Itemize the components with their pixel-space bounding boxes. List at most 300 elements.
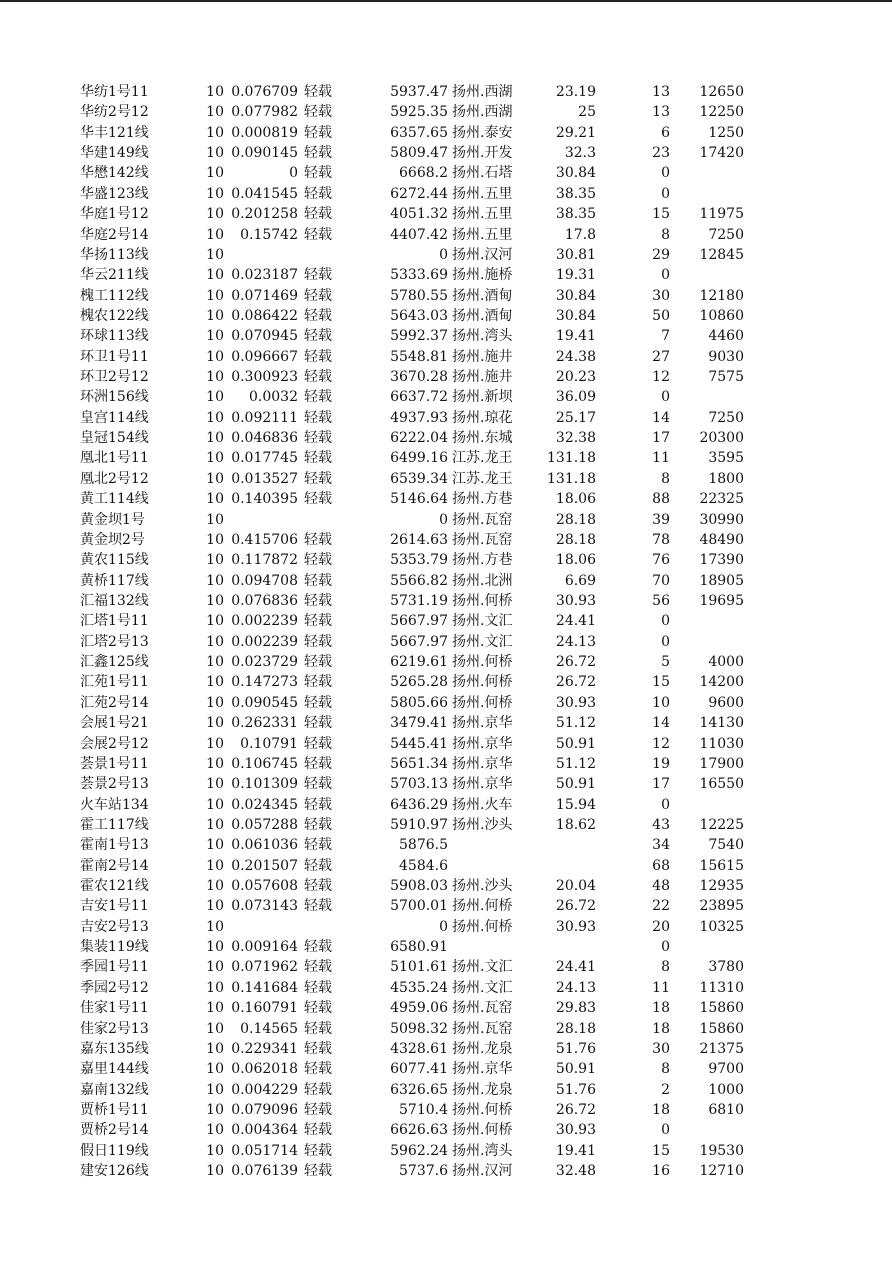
transformer-capacity-cell: 18905 bbox=[699, 572, 744, 589]
count-cell: 13 bbox=[652, 104, 670, 121]
feeder-name-cell: 会展1号21 bbox=[80, 715, 149, 732]
load-status-cell: 轻载 bbox=[304, 633, 332, 650]
capacity-cell: 5805.66 bbox=[390, 694, 448, 711]
location-cell: 扬州.酒甸 bbox=[452, 287, 513, 304]
table-row bbox=[0, 693, 892, 713]
location-cell: 扬州.何桥 bbox=[452, 694, 513, 711]
feeder-name-cell: 荟景2号13 bbox=[80, 776, 149, 793]
load-status-cell: 轻载 bbox=[304, 878, 332, 895]
load-rate-cell: 0.002239 bbox=[231, 613, 298, 630]
location-cell: 扬州.何桥 bbox=[452, 592, 513, 609]
length-cell: 20.23 bbox=[555, 369, 596, 386]
capacity-cell: 3670.28 bbox=[390, 369, 448, 386]
location-cell: 扬州.文汇 bbox=[452, 633, 513, 650]
voltage-cell: 10 bbox=[206, 633, 224, 650]
feeder-name-cell: 华建149线 bbox=[80, 145, 149, 162]
table-row bbox=[0, 347, 892, 367]
load-rate-cell: 0.046836 bbox=[231, 430, 298, 447]
table-row bbox=[0, 835, 892, 855]
length-cell: 50.91 bbox=[555, 776, 596, 793]
transformer-capacity-cell: 7250 bbox=[708, 409, 744, 426]
location-cell: 扬州.方巷 bbox=[452, 491, 513, 508]
voltage-cell: 10 bbox=[206, 267, 224, 284]
capacity-cell: 3479.41 bbox=[390, 715, 448, 732]
load-status-cell: 轻载 bbox=[304, 796, 332, 813]
count-cell: 11 bbox=[652, 979, 670, 996]
feeder-name-cell: 槐农122线 bbox=[80, 307, 149, 324]
length-cell: 24.13 bbox=[555, 633, 596, 650]
transformer-capacity-cell: 21375 bbox=[699, 1040, 744, 1057]
length-cell: 50.91 bbox=[555, 1061, 596, 1078]
table-row bbox=[0, 1019, 892, 1039]
load-rate-cell: 0.090145 bbox=[231, 145, 298, 162]
length-cell: 30.93 bbox=[555, 1122, 596, 1139]
capacity-cell: 6222.04 bbox=[390, 430, 448, 447]
load-rate-cell: 0.000819 bbox=[231, 124, 298, 141]
count-cell: 15 bbox=[652, 674, 670, 691]
count-cell: 8 bbox=[661, 470, 670, 487]
location-cell: 扬州.沙头 bbox=[452, 878, 513, 895]
count-cell: 48 bbox=[652, 878, 670, 895]
voltage-cell: 10 bbox=[206, 369, 224, 386]
count-cell: 0 bbox=[661, 1122, 670, 1139]
capacity-cell: 5566.82 bbox=[390, 572, 448, 589]
length-cell: 51.76 bbox=[555, 1081, 596, 1098]
table-row bbox=[0, 713, 892, 733]
table-row bbox=[0, 143, 892, 163]
transformer-capacity-cell: 4460 bbox=[708, 328, 744, 345]
load-status-cell: 轻载 bbox=[304, 755, 332, 772]
feeder-name-cell: 建安126线 bbox=[80, 1163, 149, 1180]
voltage-cell: 10 bbox=[206, 918, 224, 935]
transformer-capacity-cell: 3780 bbox=[708, 959, 744, 976]
table-row bbox=[0, 510, 892, 530]
location-cell: 扬州.京华 bbox=[452, 715, 513, 732]
load-status-cell: 轻载 bbox=[304, 694, 332, 711]
length-cell: 20.04 bbox=[555, 878, 596, 895]
transformer-capacity-cell: 1000 bbox=[708, 1081, 744, 1098]
location-cell: 扬州.五里 bbox=[452, 185, 513, 202]
table-row bbox=[0, 306, 892, 326]
table-row bbox=[0, 591, 892, 611]
capacity-cell: 2614.63 bbox=[390, 531, 448, 548]
count-cell: 30 bbox=[652, 1040, 670, 1057]
count-cell: 30 bbox=[652, 287, 670, 304]
capacity-cell: 4535.24 bbox=[390, 979, 448, 996]
transformer-capacity-cell: 7250 bbox=[708, 226, 744, 243]
length-cell: 26.72 bbox=[555, 1101, 596, 1118]
count-cell: 23 bbox=[652, 145, 670, 162]
load-status-cell: 轻载 bbox=[304, 1040, 332, 1057]
voltage-cell: 10 bbox=[206, 735, 224, 752]
count-cell: 20 bbox=[652, 918, 670, 935]
length-cell: 19.41 bbox=[555, 1142, 596, 1159]
capacity-cell: 6539.34 bbox=[390, 470, 448, 487]
voltage-cell: 10 bbox=[206, 837, 224, 854]
location-cell: 江苏.龙王 bbox=[452, 450, 513, 467]
load-rate-cell: 0.057288 bbox=[231, 816, 298, 833]
capacity-cell: 6272.44 bbox=[390, 185, 448, 202]
capacity-cell: 4051.32 bbox=[390, 206, 448, 223]
capacity-cell: 6219.61 bbox=[390, 654, 448, 671]
location-cell: 扬州.文汇 bbox=[452, 613, 513, 630]
voltage-cell: 10 bbox=[206, 1000, 224, 1017]
feeder-name-cell: 假日119线 bbox=[80, 1142, 149, 1159]
count-cell: 12 bbox=[652, 369, 670, 386]
table-row bbox=[0, 896, 892, 916]
capacity-cell: 6436.29 bbox=[390, 796, 448, 813]
length-cell: 28.18 bbox=[555, 531, 596, 548]
load-rate-cell: 0.096667 bbox=[231, 348, 298, 365]
load-status-cell: 轻载 bbox=[304, 1000, 332, 1017]
transformer-capacity-cell: 17420 bbox=[699, 145, 744, 162]
location-cell: 扬州.文汇 bbox=[452, 959, 513, 976]
load-status-cell: 轻载 bbox=[304, 776, 332, 793]
table-row bbox=[0, 1141, 892, 1161]
load-rate-cell: 0.013527 bbox=[231, 470, 298, 487]
load-rate-cell: 0.300923 bbox=[231, 369, 298, 386]
load-status-cell: 轻载 bbox=[304, 1142, 332, 1159]
capacity-cell: 5962.24 bbox=[390, 1142, 448, 1159]
count-cell: 7 bbox=[661, 328, 670, 345]
length-cell: 30.93 bbox=[555, 694, 596, 711]
table-row bbox=[0, 225, 892, 245]
location-cell: 扬州.何桥 bbox=[452, 1101, 513, 1118]
table-row bbox=[0, 204, 892, 224]
capacity-cell: 5700.01 bbox=[390, 898, 448, 915]
location-cell: 扬州.何桥 bbox=[452, 674, 513, 691]
count-cell: 6 bbox=[661, 124, 670, 141]
count-cell: 0 bbox=[661, 389, 670, 406]
load-rate-cell: 0.201258 bbox=[231, 206, 298, 223]
table-row bbox=[0, 978, 892, 998]
feeder-name-cell: 华懋142线 bbox=[80, 165, 149, 182]
length-cell: 51.76 bbox=[555, 1040, 596, 1057]
capacity-cell: 5925.35 bbox=[390, 104, 448, 121]
count-cell: 0 bbox=[661, 939, 670, 956]
load-rate-cell: 0.079096 bbox=[231, 1101, 298, 1118]
transformer-capacity-cell: 9700 bbox=[708, 1061, 744, 1078]
count-cell: 68 bbox=[652, 857, 670, 874]
voltage-cell: 10 bbox=[206, 755, 224, 772]
feeder-name-cell: 华庭2号14 bbox=[80, 226, 149, 243]
feeder-name-cell: 环卫2号12 bbox=[80, 369, 149, 386]
transformer-capacity-cell: 48490 bbox=[699, 531, 744, 548]
load-rate-cell: 0.057608 bbox=[231, 878, 298, 895]
voltage-cell: 10 bbox=[206, 674, 224, 691]
load-rate-cell: 0.009164 bbox=[231, 939, 298, 956]
load-rate-cell: 0.004229 bbox=[231, 1081, 298, 1098]
load-status-cell: 轻载 bbox=[304, 816, 332, 833]
count-cell: 88 bbox=[652, 491, 670, 508]
transformer-capacity-cell: 9600 bbox=[708, 694, 744, 711]
count-cell: 2 bbox=[661, 1081, 670, 1098]
load-status-cell: 轻载 bbox=[304, 959, 332, 976]
count-cell: 19 bbox=[652, 755, 670, 772]
load-status-cell: 轻载 bbox=[304, 369, 332, 386]
transformer-capacity-cell: 20300 bbox=[699, 430, 744, 447]
load-rate-cell: 0.090545 bbox=[231, 694, 298, 711]
transformer-capacity-cell: 7575 bbox=[708, 369, 744, 386]
voltage-cell: 10 bbox=[206, 979, 224, 996]
transformer-capacity-cell: 22325 bbox=[699, 491, 744, 508]
location-cell: 扬州.瓦窑 bbox=[452, 511, 513, 528]
count-cell: 0 bbox=[661, 267, 670, 284]
feeder-name-cell: 华盛123线 bbox=[80, 185, 149, 202]
transformer-capacity-cell: 11030 bbox=[699, 735, 744, 752]
feeder-name-cell: 华纺2号12 bbox=[80, 104, 149, 121]
table-row bbox=[0, 876, 892, 896]
load-status-cell: 轻载 bbox=[304, 287, 332, 304]
feeder-name-cell: 汇福132线 bbox=[80, 592, 149, 609]
load-rate-cell: 0.229341 bbox=[231, 1040, 298, 1057]
table-row bbox=[0, 957, 892, 977]
load-rate-cell: 0.160791 bbox=[231, 1000, 298, 1017]
load-rate-cell: 0.002239 bbox=[231, 633, 298, 650]
length-cell: 30.93 bbox=[555, 918, 596, 935]
load-status-cell: 轻载 bbox=[304, 531, 332, 548]
feeder-name-cell: 吉安1号11 bbox=[80, 898, 149, 915]
capacity-cell: 5353.79 bbox=[390, 552, 448, 569]
feeder-name-cell: 季园1号11 bbox=[80, 959, 149, 976]
location-cell: 扬州.东城 bbox=[452, 430, 513, 447]
capacity-cell: 6326.65 bbox=[390, 1081, 448, 1098]
voltage-cell: 10 bbox=[206, 1122, 224, 1139]
location-cell: 扬州.何桥 bbox=[452, 654, 513, 671]
voltage-cell: 10 bbox=[206, 348, 224, 365]
load-status-cell: 轻载 bbox=[304, 328, 332, 345]
location-cell: 扬州.何桥 bbox=[452, 918, 513, 935]
feeder-name-cell: 黄工114线 bbox=[80, 491, 149, 508]
voltage-cell: 10 bbox=[206, 572, 224, 589]
load-rate-cell: 0.101309 bbox=[231, 776, 298, 793]
table-row bbox=[0, 795, 892, 815]
load-rate-cell: 0.041545 bbox=[231, 185, 298, 202]
count-cell: 18 bbox=[652, 1101, 670, 1118]
load-rate-cell: 0.077982 bbox=[231, 104, 298, 121]
transformer-capacity-cell: 11975 bbox=[699, 206, 744, 223]
feeder-name-cell: 凰北1号11 bbox=[80, 450, 149, 467]
capacity-cell: 0 bbox=[439, 918, 448, 935]
feeder-name-cell: 华扬113线 bbox=[80, 246, 149, 263]
load-rate-cell: 0.071962 bbox=[231, 959, 298, 976]
voltage-cell: 10 bbox=[206, 592, 224, 609]
length-cell: 17.8 bbox=[564, 226, 596, 243]
voltage-cell: 10 bbox=[206, 898, 224, 915]
load-rate-cell: 0.141684 bbox=[231, 979, 298, 996]
length-cell: 36.09 bbox=[555, 389, 596, 406]
voltage-cell: 10 bbox=[206, 206, 224, 223]
location-cell: 扬州.施井 bbox=[452, 369, 513, 386]
load-status-cell: 轻载 bbox=[304, 715, 332, 732]
voltage-cell: 10 bbox=[206, 878, 224, 895]
location-cell: 扬州.瓦窑 bbox=[452, 531, 513, 548]
length-cell: 19.31 bbox=[555, 267, 596, 284]
count-cell: 17 bbox=[652, 776, 670, 793]
voltage-cell: 10 bbox=[206, 491, 224, 508]
capacity-cell: 4959.06 bbox=[390, 1000, 448, 1017]
location-cell: 扬州.石塔 bbox=[452, 165, 513, 182]
count-cell: 0 bbox=[661, 633, 670, 650]
transformer-capacity-cell: 17900 bbox=[699, 755, 744, 772]
feeder-name-cell: 汇苑1号11 bbox=[80, 674, 149, 691]
capacity-cell: 0 bbox=[439, 511, 448, 528]
table-row bbox=[0, 1039, 892, 1059]
count-cell: 43 bbox=[652, 816, 670, 833]
capacity-cell: 6668.2 bbox=[399, 165, 448, 182]
table-row bbox=[0, 937, 892, 957]
feeder-name-cell: 霍工117线 bbox=[80, 816, 149, 833]
feeder-name-cell: 汇塔1号11 bbox=[80, 613, 149, 630]
location-cell: 扬州.泰安 bbox=[452, 124, 513, 141]
page-top-border bbox=[0, 0, 892, 2]
transformer-capacity-cell: 4000 bbox=[708, 654, 744, 671]
length-cell: 29.83 bbox=[555, 1000, 596, 1017]
load-rate-cell: 0.0032 bbox=[249, 389, 298, 406]
voltage-cell: 10 bbox=[206, 1040, 224, 1057]
count-cell: 18 bbox=[652, 1000, 670, 1017]
length-cell: 18.06 bbox=[555, 552, 596, 569]
load-status-cell: 轻载 bbox=[304, 1101, 332, 1118]
count-cell: 5 bbox=[661, 654, 670, 671]
load-status-cell: 轻载 bbox=[304, 267, 332, 284]
capacity-cell: 5937.47 bbox=[390, 84, 448, 100]
count-cell: 12 bbox=[652, 735, 670, 752]
voltage-cell: 10 bbox=[206, 654, 224, 671]
voltage-cell: 10 bbox=[206, 185, 224, 202]
load-rate-cell: 0.415706 bbox=[231, 531, 298, 548]
transformer-capacity-cell: 12180 bbox=[699, 287, 744, 304]
length-cell: 30.81 bbox=[555, 246, 596, 263]
feeder-name-cell: 嘉东135线 bbox=[80, 1040, 149, 1057]
count-cell: 39 bbox=[652, 511, 670, 528]
feeder-name-cell: 季园2号12 bbox=[80, 979, 149, 996]
voltage-cell: 10 bbox=[206, 470, 224, 487]
voltage-cell: 10 bbox=[206, 552, 224, 569]
count-cell: 16 bbox=[652, 1163, 670, 1180]
load-rate-cell: 0.10791 bbox=[240, 735, 298, 752]
length-cell: 30.84 bbox=[555, 165, 596, 182]
load-status-cell: 轻载 bbox=[304, 165, 332, 182]
capacity-cell: 4937.93 bbox=[390, 409, 448, 426]
location-cell: 扬州.西湖 bbox=[452, 84, 513, 100]
feeder-name-cell: 皇宫114线 bbox=[80, 409, 149, 426]
feeder-name-cell: 汇鑫125线 bbox=[80, 654, 149, 671]
location-cell: 扬州.汉河 bbox=[452, 246, 513, 263]
feeder-name-cell: 贾桥1号11 bbox=[80, 1101, 149, 1118]
transformer-capacity-cell: 6810 bbox=[708, 1101, 744, 1118]
feeder-name-cell: 嘉里144线 bbox=[80, 1061, 149, 1078]
length-cell: 32.38 bbox=[555, 430, 596, 447]
voltage-cell: 10 bbox=[206, 124, 224, 141]
table-row bbox=[0, 326, 892, 346]
transformer-capacity-cell: 14200 bbox=[699, 674, 744, 691]
transformer-capacity-cell: 10860 bbox=[699, 307, 744, 324]
capacity-cell: 5737.6 bbox=[399, 1163, 448, 1180]
feeder-name-cell: 汇塔2号13 bbox=[80, 633, 149, 650]
table-row bbox=[0, 102, 892, 122]
feeder-name-cell: 环洲156线 bbox=[80, 389, 149, 406]
voltage-cell: 10 bbox=[206, 145, 224, 162]
table-row bbox=[0, 571, 892, 591]
voltage-cell: 10 bbox=[206, 307, 224, 324]
location-cell: 扬州.湾头 bbox=[452, 328, 513, 345]
load-status-cell: 轻载 bbox=[304, 409, 332, 426]
table-row bbox=[0, 428, 892, 448]
table-row bbox=[0, 245, 892, 265]
length-cell: 28.18 bbox=[555, 511, 596, 528]
count-cell: 17 bbox=[652, 430, 670, 447]
capacity-cell: 6077.41 bbox=[390, 1061, 448, 1078]
transformer-capacity-cell: 19530 bbox=[699, 1142, 744, 1159]
feeder-name-cell: 环球113线 bbox=[80, 328, 149, 345]
load-status-cell: 轻载 bbox=[304, 1020, 332, 1037]
table-row bbox=[0, 163, 892, 183]
load-rate-cell: 0.076836 bbox=[231, 592, 298, 609]
location-cell: 江苏.龙王 bbox=[452, 470, 513, 487]
voltage-cell: 10 bbox=[206, 715, 224, 732]
capacity-cell: 4584.6 bbox=[399, 857, 448, 874]
length-cell: 30.84 bbox=[555, 307, 596, 324]
voltage-cell: 10 bbox=[206, 226, 224, 243]
transformer-capacity-cell: 3595 bbox=[708, 450, 744, 467]
transformer-capacity-cell: 15860 bbox=[699, 1020, 744, 1037]
location-cell: 扬州.新坝 bbox=[452, 389, 513, 406]
voltage-cell: 10 bbox=[206, 165, 224, 182]
count-cell: 11 bbox=[652, 450, 670, 467]
load-status-cell: 轻载 bbox=[304, 430, 332, 447]
length-cell: 30.84 bbox=[555, 287, 596, 304]
table-row bbox=[0, 82, 892, 102]
feeder-name-cell: 凰北2号12 bbox=[80, 470, 149, 487]
count-cell: 0 bbox=[661, 613, 670, 630]
load-rate-cell: 0.062018 bbox=[231, 1061, 298, 1078]
table-row bbox=[0, 367, 892, 387]
voltage-cell: 10 bbox=[206, 84, 224, 100]
length-cell: 50.91 bbox=[555, 735, 596, 752]
capacity-cell: 5146.64 bbox=[390, 491, 448, 508]
location-cell: 扬州.五里 bbox=[452, 206, 513, 223]
location-cell: 扬州.琼花 bbox=[452, 409, 513, 426]
load-status-cell: 轻载 bbox=[304, 735, 332, 752]
table-row bbox=[0, 652, 892, 672]
feeder-name-cell: 黄桥117线 bbox=[80, 572, 149, 589]
load-status-cell: 轻载 bbox=[304, 979, 332, 996]
transformer-capacity-cell: 9030 bbox=[708, 348, 744, 365]
feeder-name-cell: 霍南1号13 bbox=[80, 837, 149, 854]
location-cell: 扬州.瓦窑 bbox=[452, 1000, 513, 1017]
length-cell: 131.18 bbox=[547, 450, 596, 467]
spreadsheet-table bbox=[0, 82, 892, 1181]
load-status-cell: 轻载 bbox=[304, 1081, 332, 1098]
transformer-capacity-cell: 30990 bbox=[699, 511, 744, 528]
count-cell: 8 bbox=[661, 1061, 670, 1078]
table-row bbox=[0, 998, 892, 1018]
feeder-name-cell: 环卫1号11 bbox=[80, 348, 149, 365]
location-cell: 扬州.火车 bbox=[452, 796, 513, 813]
table-row bbox=[0, 1080, 892, 1100]
length-cell: 38.35 bbox=[555, 206, 596, 223]
count-cell: 8 bbox=[661, 959, 670, 976]
voltage-cell: 10 bbox=[206, 511, 224, 528]
load-rate-cell: 0.023729 bbox=[231, 654, 298, 671]
table-row bbox=[0, 672, 892, 692]
capacity-cell: 5643.03 bbox=[390, 307, 448, 324]
length-cell: 24.38 bbox=[555, 348, 596, 365]
load-status-cell: 轻载 bbox=[304, 654, 332, 671]
load-status-cell: 轻载 bbox=[304, 84, 332, 100]
length-cell: 38.35 bbox=[555, 185, 596, 202]
